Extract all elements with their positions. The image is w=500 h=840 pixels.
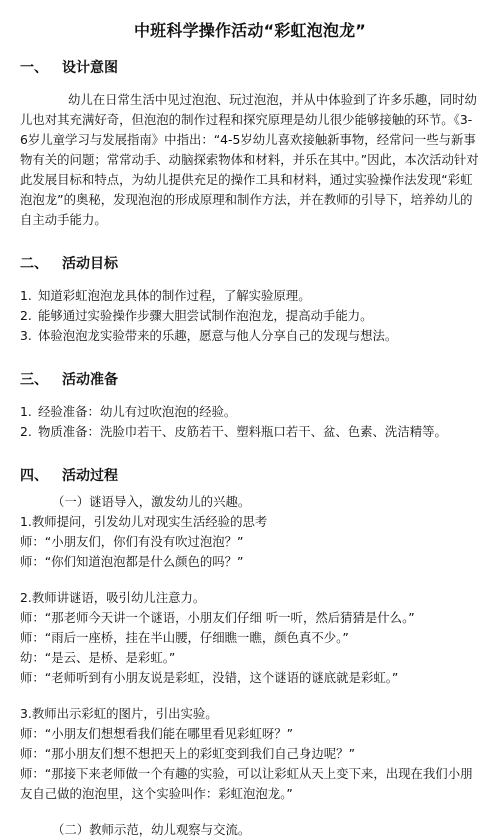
section-title: 活动过程 [62,468,118,484]
section-number: 二、 [20,256,48,272]
dialogue-line: 师：“那小朋友们想不想把天上的彩虹变到我们自己身边呢？” [20,746,355,761]
subsection-title: （一）谜语导入，激发幼儿的兴趣。 [52,494,251,509]
dialogue-line: 师：“雨后一座桥，挂在半山腰，仔细瞧一瞧，颜色真不少。” [20,630,349,645]
list-number: 3. [20,328,32,343]
list-item [20,326,480,346]
subsection-title: （二）教师示范，幼儿观察与交流。 [52,822,251,837]
list-text: 物质准备：洗脸巾若干、皮筋若干、塑料瓶口若干、盆、色素、洗洁精等。 [38,424,447,439]
list-item [20,422,480,442]
step-heading: 3.教师出示彩虹的图片，引出实验。 [20,706,218,721]
preparation-list [20,402,480,442]
section-title: 活动目标 [62,256,118,272]
list-number: 2. [20,308,32,323]
list-text: 经验准备：幼儿有过吹泡泡的经验。 [38,404,237,419]
section-heading-preparation [20,370,480,390]
list-item [20,402,480,422]
section-heading-process [20,466,480,486]
page-title: 中班科学操作活动“彩虹泡泡龙” [133,21,367,40]
list-number: 2. [20,424,32,439]
step-heading: 2.教师讲谜语，吸引幼儿注意力。 [20,590,206,605]
dialogue-line: 师：“那老师今天讲一个谜语，小朋友们仔细 听一听，然后猜猜是什么。” [20,610,415,625]
list-item [20,306,480,326]
list-number: 1. [20,404,32,419]
dialogue-line: 师：“老师听到有小朋友说是彩虹，没错，这个谜语的谜底就是彩虹。” [20,670,399,685]
design-intent-paragraph: 幼儿在日常生活中见过泡泡、玩过泡泡，并从中体验到了许多乐趣，同时幼儿也对其充满好奇，但泡泡的制作过程和探究原理是幼儿很少能够接触的环节。《3-6岁儿童学习与发展指南》中指出：“4-5岁幼儿喜欢接触新事物，经常问一些与新事物有关的问题；常常动手、动脑探索物体和材料，并乐在其中。”因此，本次活动针对此发展目标和特点，为幼儿提供充足的操作工具和材料，通过实验操作法发现“彩虹泡泡龙”的奥秘，发现泡泡的形成原理和制作方法，并在教师的引导下，培养幼儿的自主动手能力。 [20,92,479,227]
dialogue-line: 师：“你们知道泡泡都是什么颜色的吗？” [20,554,244,569]
section-number: 三、 [20,372,48,388]
dialogue-line: 师：“小朋友们想想看我们能在哪里看见彩虹呀？” [20,726,294,741]
list-text: 能够通过实验操作步骤大胆尝试制作泡泡龙，提高动手能力。 [38,308,373,323]
list-text: 知道彩虹泡泡龙具体的制作过程，了解实验原理。 [38,288,311,303]
section-heading-goals [20,254,480,274]
section-title: 活动准备 [62,372,118,388]
list-number: 1. [20,288,32,303]
section-title: 设计意图 [62,60,118,76]
section-heading-design-intent [20,58,480,78]
list-text: 体验泡泡龙实验带来的乐趣，愿意与他人分享自己的发现与想法。 [38,328,398,343]
section-number: 一、 [20,60,48,76]
list-item [20,286,480,306]
step-heading: 1.教师提问，引发幼儿对现实生活经验的思考 [20,514,268,529]
dialogue-line: 幼：“是云、是桥、是彩虹。” [20,650,176,665]
goals-list [20,286,480,346]
dialogue-line: 师：“小朋友们，你们有没有吹过泡泡？” [20,534,244,549]
section-number: 四、 [20,468,48,484]
dialogue-line: 师：“那接下来老师做一个有趣的实验，可以让彩虹从天上变下来，出现在我们小朋友自己做的泡泡里，这个实验叫作：彩虹泡泡龙。” [20,766,473,801]
